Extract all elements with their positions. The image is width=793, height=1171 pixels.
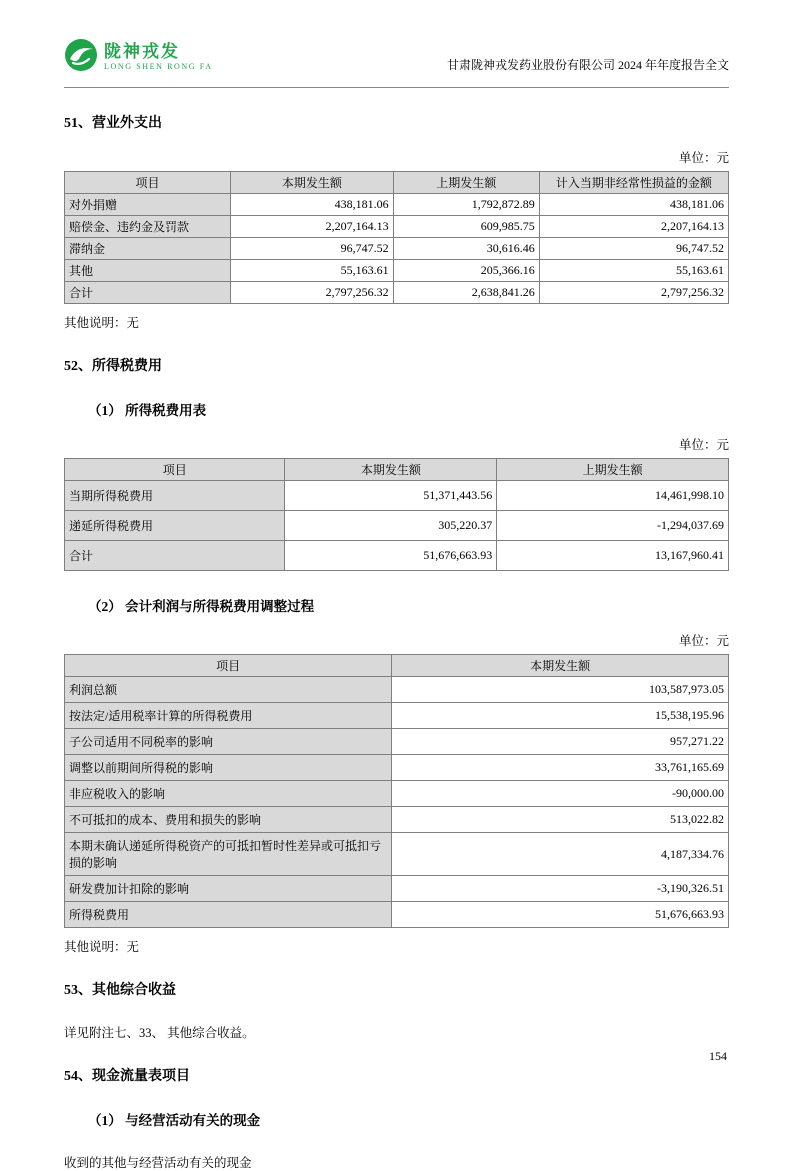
row-label-cell: 按法定/适用税率计算的所得税费用 bbox=[65, 703, 392, 729]
amount-cell: 2,207,164.13 bbox=[539, 216, 728, 238]
table-header-row bbox=[65, 172, 729, 194]
row-label-cell: 赔偿金、违约金及罚款 bbox=[65, 216, 231, 238]
amount-cell: 103,587,973.05 bbox=[392, 677, 729, 703]
table-row bbox=[65, 216, 729, 238]
row-label-cell: 滞纳金 bbox=[65, 238, 231, 260]
s54-sub1-heading: （1） 与经营活动有关的现金 bbox=[88, 1113, 261, 1128]
amount-cell: 2,797,256.32 bbox=[231, 282, 394, 304]
table-row bbox=[65, 238, 729, 260]
table-row bbox=[65, 833, 729, 876]
column-header-current: 本期发生额 bbox=[231, 172, 394, 194]
logo-subtitle: LONG SHEN RONG FA bbox=[104, 62, 213, 72]
s51-note: 其他说明：无 bbox=[64, 316, 140, 330]
section-51-heading: 51、营业外支出 bbox=[64, 116, 162, 131]
column-header-item: 项目 bbox=[65, 459, 285, 481]
table-header-row bbox=[65, 655, 729, 677]
amount-cell: 438,181.06 bbox=[231, 194, 394, 216]
amount-cell: 30,616.46 bbox=[393, 238, 539, 260]
report-title: 甘肃陇神戎发药业股份有限公司 2024 年年度报告全文 bbox=[446, 58, 729, 72]
section-53-heading: 53、其他综合收益 bbox=[64, 983, 176, 998]
income-tax-expense-table bbox=[64, 458, 729, 571]
table-header-row bbox=[65, 459, 729, 481]
table-row bbox=[65, 876, 729, 902]
amount-cell: 305,220.37 bbox=[285, 511, 497, 541]
row-label-cell: 利润总额 bbox=[65, 677, 392, 703]
company-logo bbox=[64, 38, 213, 77]
s52-unit1-label: 单位：元 bbox=[678, 438, 729, 452]
amount-cell: 14,461,998.10 bbox=[497, 481, 729, 511]
amount-cell: 609,985.75 bbox=[393, 216, 539, 238]
table-row bbox=[65, 807, 729, 833]
section-54-heading: 54、现金流量表项目 bbox=[64, 1069, 190, 1084]
row-label-cell: 子公司适用不同税率的影响 bbox=[65, 729, 392, 755]
s51-unit-label: 单位：元 bbox=[678, 151, 729, 165]
logo-icon bbox=[64, 38, 98, 77]
page-header bbox=[64, 38, 729, 88]
section-52-heading: 52、所得税费用 bbox=[64, 359, 162, 374]
table-row bbox=[65, 703, 729, 729]
row-label-cell: 其他 bbox=[65, 260, 231, 282]
amount-cell: 55,163.61 bbox=[539, 260, 728, 282]
amount-cell: 957,271.22 bbox=[392, 729, 729, 755]
amount-cell: 4,187,334.76 bbox=[392, 833, 729, 876]
amount-cell: 33,761,165.69 bbox=[392, 755, 729, 781]
table-row-total bbox=[65, 282, 729, 304]
amount-cell: -90,000.00 bbox=[392, 781, 729, 807]
row-label-cell: 调整以前期间所得税的影响 bbox=[65, 755, 392, 781]
column-header-prior: 上期发生额 bbox=[497, 459, 729, 481]
amount-cell: 2,797,256.32 bbox=[539, 282, 728, 304]
amount-cell: 2,638,841.26 bbox=[393, 282, 539, 304]
s52-sub2-heading: （2） 会计利润与所得税费用调整过程 bbox=[88, 599, 315, 614]
amount-cell: 51,371,443.56 bbox=[285, 481, 497, 511]
amount-cell: 1,792,872.89 bbox=[393, 194, 539, 216]
column-header-current: 本期发生额 bbox=[392, 655, 729, 677]
table-row bbox=[65, 260, 729, 282]
table-row bbox=[65, 481, 729, 511]
table-row bbox=[65, 194, 729, 216]
row-label-cell: 当期所得税费用 bbox=[65, 481, 285, 511]
amount-cell: 55,163.61 bbox=[231, 260, 394, 282]
s54-body: 收到的其他与经营活动有关的现金 bbox=[64, 1156, 252, 1170]
amount-cell: 51,676,663.93 bbox=[392, 902, 729, 928]
table-row bbox=[65, 677, 729, 703]
row-label-cell: 递延所得税费用 bbox=[65, 511, 285, 541]
amount-cell: -1,294,037.69 bbox=[497, 511, 729, 541]
page-number: 154 bbox=[709, 1049, 727, 1063]
amount-cell: 438,181.06 bbox=[539, 194, 728, 216]
column-header-item: 项目 bbox=[65, 655, 392, 677]
row-label-cell: 本期未确认递延所得税资产的可抵扣暂时性差异或可抵扣亏损的影响 bbox=[65, 833, 392, 876]
row-label-cell: 研发费加计扣除的影响 bbox=[65, 876, 392, 902]
table-row-total bbox=[65, 902, 729, 928]
amount-cell: 51,676,663.93 bbox=[285, 541, 497, 571]
amount-cell: 15,538,195.96 bbox=[392, 703, 729, 729]
amount-cell: 2,207,164.13 bbox=[231, 216, 394, 238]
amount-cell: 205,366.16 bbox=[393, 260, 539, 282]
tax-reconciliation-table bbox=[64, 654, 729, 928]
row-label-cell: 不可抵扣的成本、费用和损失的影响 bbox=[65, 807, 392, 833]
table-row bbox=[65, 511, 729, 541]
table-row bbox=[65, 755, 729, 781]
column-header-nonrecurring: 计入当期非经常性损益的金额 bbox=[539, 172, 728, 194]
column-header-current: 本期发生额 bbox=[285, 459, 497, 481]
s52-note: 其他说明：无 bbox=[64, 940, 140, 954]
column-header-prior: 上期发生额 bbox=[393, 172, 539, 194]
amount-cell: 96,747.52 bbox=[231, 238, 394, 260]
s52-unit2-label: 单位：元 bbox=[678, 634, 729, 648]
amount-cell: 13,167,960.41 bbox=[497, 541, 729, 571]
s53-body: 详见附注七、33、 其他综合收益。 bbox=[64, 1026, 255, 1040]
amount-cell: 96,747.52 bbox=[539, 238, 728, 260]
row-label-cell: 合计 bbox=[65, 282, 231, 304]
logo-text bbox=[104, 43, 213, 71]
s52-sub1-heading: （1） 所得税费用表 bbox=[88, 403, 207, 418]
table-row-total bbox=[65, 541, 729, 571]
table-row bbox=[65, 729, 729, 755]
row-label-cell: 对外捐赠 bbox=[65, 194, 231, 216]
non-operating-expenses-table bbox=[64, 171, 729, 304]
row-label-cell: 所得税费用 bbox=[65, 902, 392, 928]
amount-cell: -3,190,326.51 bbox=[392, 876, 729, 902]
row-label-cell: 非应税收入的影响 bbox=[65, 781, 392, 807]
column-header-item: 项目 bbox=[65, 172, 231, 194]
logo-name: 陇神戎发 bbox=[104, 42, 180, 62]
amount-cell: 513,022.82 bbox=[392, 807, 729, 833]
table-row bbox=[65, 781, 729, 807]
row-label-cell: 合计 bbox=[65, 541, 285, 571]
